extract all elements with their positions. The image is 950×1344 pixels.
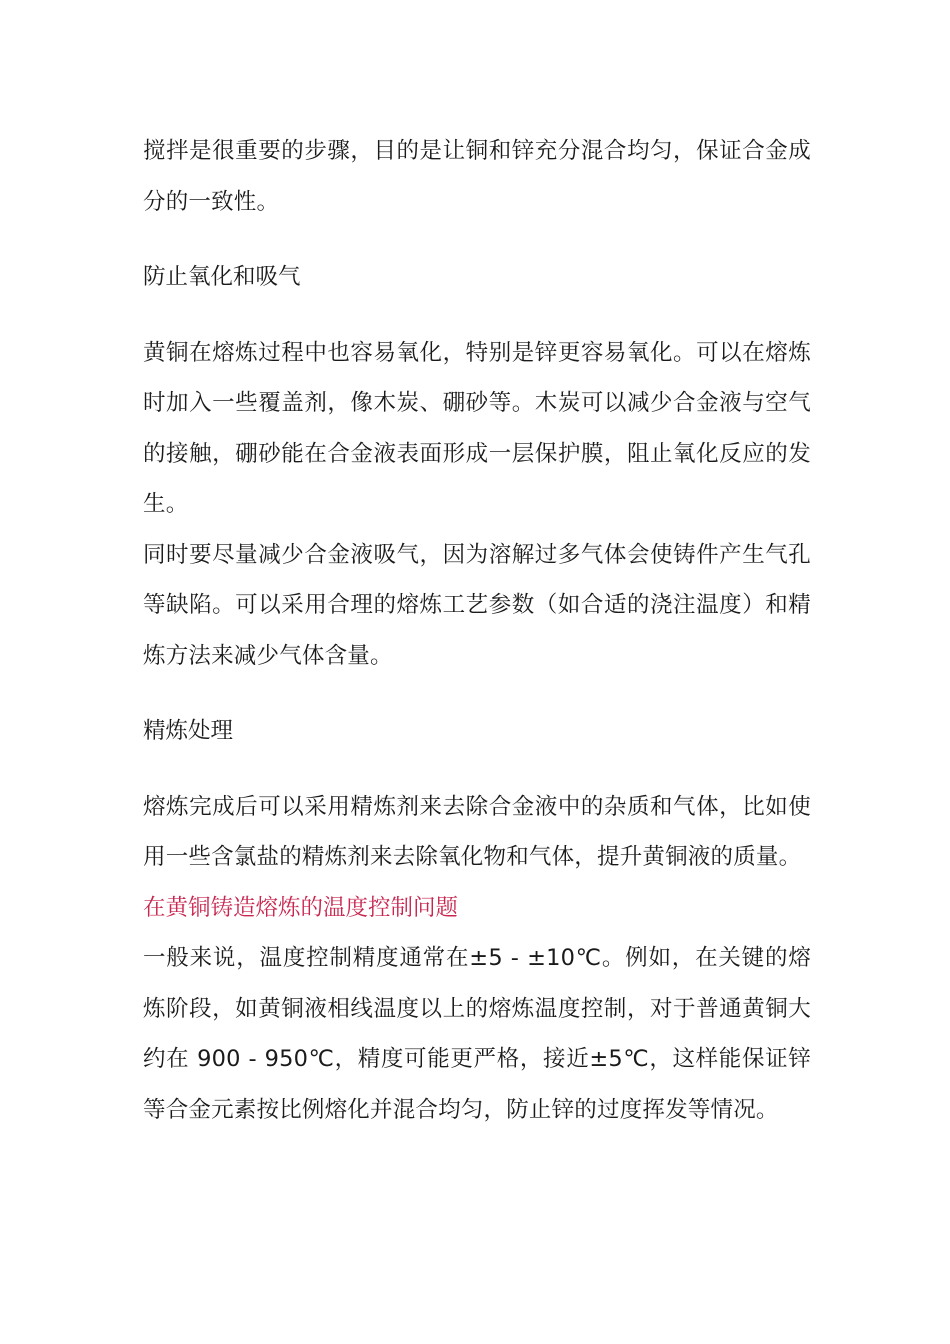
section-title-temperature: 在黄铜铸造熔炼的温度控制问题 (143, 894, 459, 921)
paragraph-oxidation: 黄铜在熔炼过程中也容易氧化，特别是锌更容易氧化。可以在熔炼时加入一些覆盖剂，像木炭、硼砂等。木炭可以减少合金液与空气的接触，硼砂能在合金液表面形成一层保护膜，阻止氧化反应的发生。 (143, 339, 811, 517)
paragraph-gas-absorption: 同时要尽量减少合金液吸气，因为溶解过多气体会使铸件产生气孔等缺陷。可以采用合理的熔炼工艺参数（如合适的浇注温度）和精炼方法来减少气体含量。 (143, 541, 811, 669)
heading-refining: 精炼处理 (143, 718, 234, 744)
heading-oxidation: 防止氧化和吸气 (143, 264, 301, 290)
paragraph-refining: 熔炼完成后可以采用精炼剂来去除合金液中的杂质和气体，比如使用一些含氯盐的精炼剂来去除氧化物和气体，提升黄铜液的质量。 (143, 793, 811, 870)
paragraph-temperature: 一般来说，温度控制精度通常在±5 - ±10℃。例如，在关键的熔炼阶段，如黄铜液相线温度以上的熔炼温度控制，对于普通黄铜大约在 900 - 950℃，精度可能更严格，接近±5℃，这样能保证锌等合金元素按比例熔化并混合均匀，防止锌的过度挥发等情况。 (143, 945, 811, 1123)
paragraph-stirring: 搅拌是很重要的步骤，目的是让铜和锌充分混合均匀，保证合金成分的一致性。 (143, 138, 811, 215)
document-page (143, 126, 811, 1135)
